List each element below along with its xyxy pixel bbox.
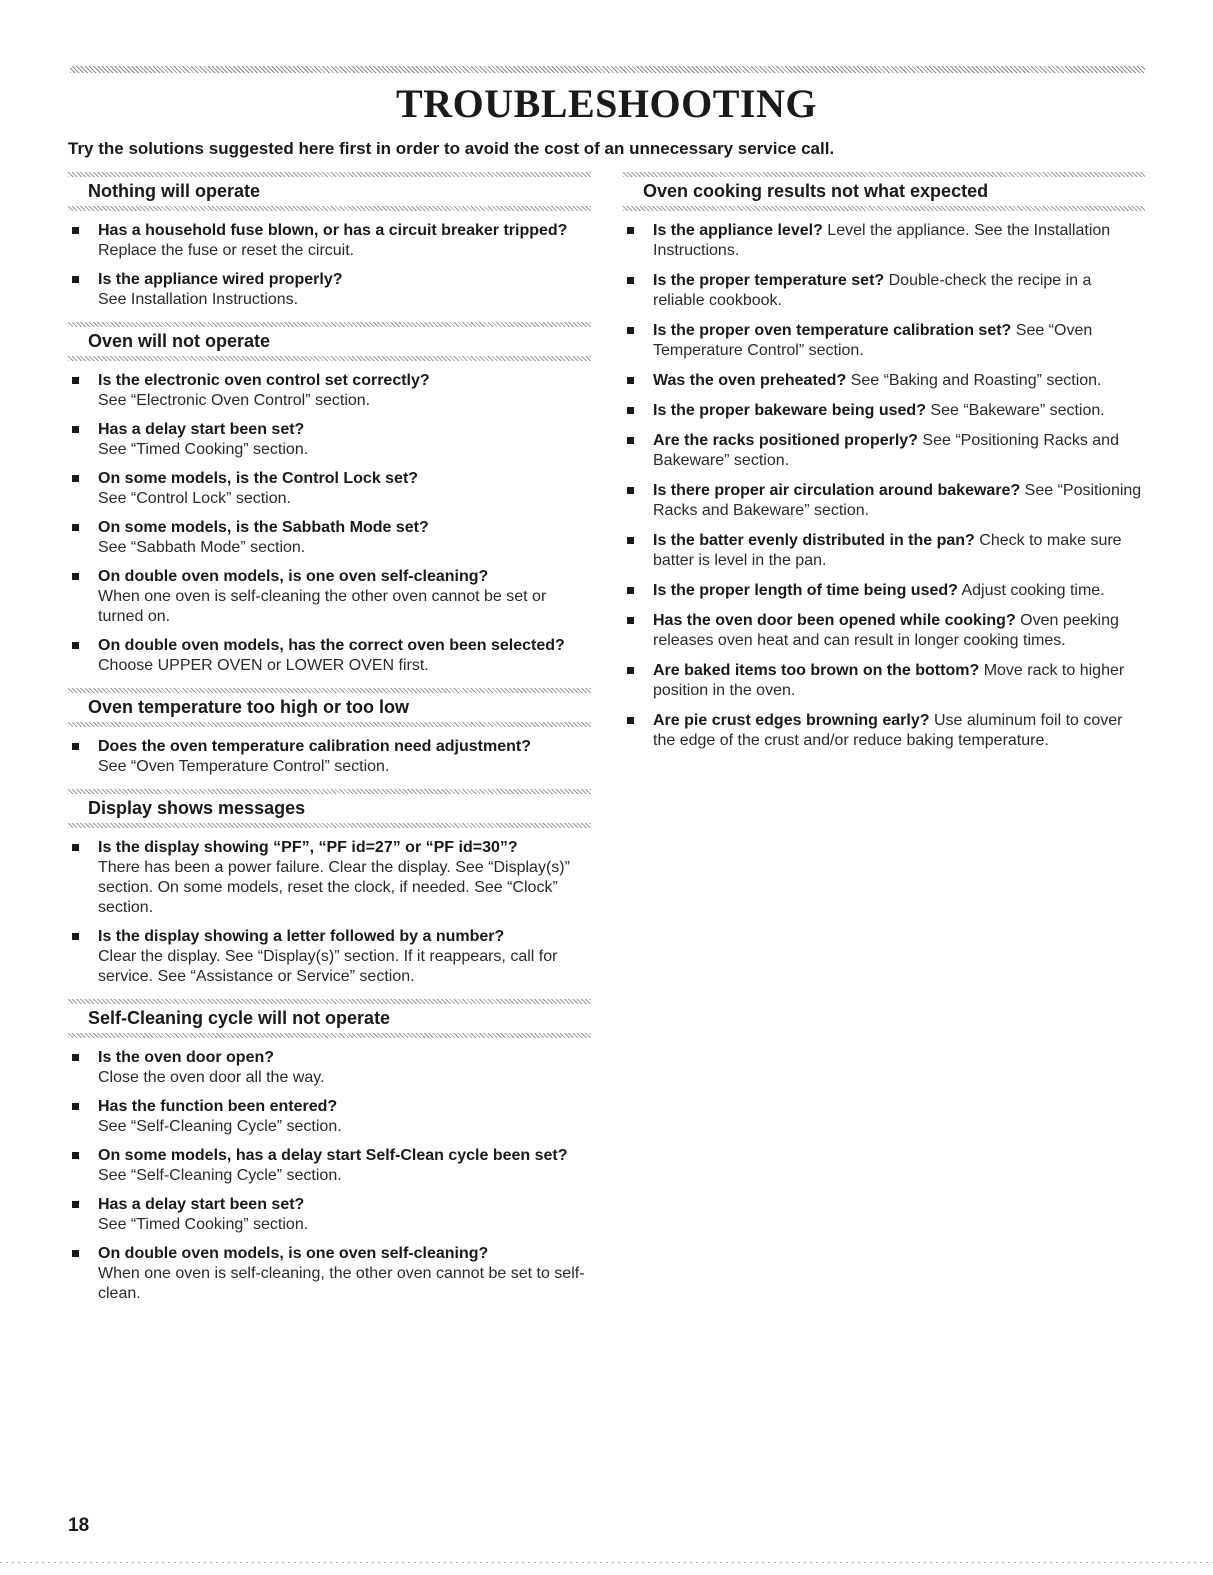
square-bullet-icon [627, 377, 634, 384]
section-heading: Display shows messages [68, 787, 591, 828]
question-text: Is the appliance level? [653, 222, 823, 239]
square-bullet-icon [627, 227, 634, 234]
troubleshooting-section [623, 170, 1145, 751]
question-text: Has the function been entered? [98, 1098, 338, 1115]
answer-text: See “Baking and Roasting” section. [850, 372, 1102, 389]
list-item [623, 371, 1145, 391]
square-bullet-icon [627, 717, 634, 724]
section-heading: Oven cooking results not what expected [623, 170, 1145, 211]
question-text: On some models, has a delay start Self-Clean cycle been set? [98, 1147, 568, 1164]
answer-text: See “Control Lock” section. [98, 490, 291, 507]
page-title: TROUBLESHOOTING [396, 81, 817, 126]
question-list [68, 828, 591, 987]
answer-text: See “Timed Cooking” section. [98, 1216, 309, 1233]
question-text: Has a delay start been set? [98, 1196, 305, 1213]
troubleshooting-section [68, 320, 591, 676]
square-bullet-icon [72, 1054, 79, 1061]
square-bullet-icon [72, 1250, 79, 1257]
list-item [623, 321, 1145, 361]
question-text: Is the proper length of time being used? [653, 582, 958, 599]
top-decorative-rule [70, 66, 1145, 73]
intro-text: Try the solutions suggested here first in order to avoid the cost of an unnecessary service call. [68, 139, 835, 158]
square-bullet-icon [72, 227, 79, 234]
question-text: Is the display showing a letter followed by a number? [98, 928, 505, 945]
square-bullet-icon [72, 1201, 79, 1208]
section-heading: Oven will not operate [68, 320, 591, 361]
answer-text: Close the oven door all the way. [98, 1069, 325, 1086]
list-item [623, 271, 1145, 311]
question-text: Is the proper oven temperature calibration set? [653, 322, 1012, 339]
square-bullet-icon [72, 642, 79, 649]
list-item [68, 420, 591, 460]
list-item [623, 221, 1145, 261]
list-item [68, 518, 591, 558]
square-bullet-icon [72, 573, 79, 580]
list-item [68, 927, 591, 987]
troubleshooting-section [68, 170, 591, 310]
square-bullet-icon [627, 277, 634, 284]
answer-text: Use aluminum foil to cover the edge of the crust and/or reduce baking temperature. [653, 712, 1123, 749]
answer-text: See “Self-Cleaning Cycle” section. [98, 1167, 342, 1184]
list-item [623, 401, 1145, 421]
question-list [68, 727, 591, 777]
list-item [68, 737, 591, 777]
question-text: Is the batter evenly distributed in the pan? [653, 532, 975, 549]
list-item [623, 611, 1145, 651]
list-item [623, 431, 1145, 471]
answer-text: Replace the fuse or reset the circuit. [98, 242, 355, 259]
question-text: Has a delay start been set? [98, 421, 305, 438]
list-item [623, 711, 1145, 751]
square-bullet-icon [627, 407, 634, 414]
list-item [68, 221, 591, 261]
question-text: On double oven models, has the correct oven been selected? [98, 637, 565, 654]
question-text: Are pie crust edges browning early? [653, 712, 930, 729]
answer-text: Adjust cooking time. [961, 582, 1105, 599]
list-item [68, 1048, 591, 1088]
square-bullet-icon [627, 667, 634, 674]
list-item [68, 567, 591, 627]
answer-text: See “Positioning Racks and Bakeware” section. [653, 482, 1142, 519]
list-item [623, 531, 1145, 571]
square-bullet-icon [72, 743, 79, 750]
question-text: Is there proper air circulation around bakeware? [653, 482, 1021, 499]
question-list [68, 211, 591, 310]
answer-text: See “Timed Cooking” section. [98, 441, 309, 458]
square-bullet-icon [72, 276, 79, 283]
answer-text: When one oven is self-cleaning the other oven cannot be set or turned on. [98, 588, 547, 625]
question-text: On some models, is the Control Lock set? [98, 470, 419, 487]
square-bullet-icon [72, 475, 79, 482]
answer-text: See “Positioning Racks and Bakeware” section. [653, 432, 1119, 469]
section-heading: Nothing will operate [68, 170, 591, 211]
square-bullet-icon [72, 1152, 79, 1159]
answer-text: See “Electronic Oven Control” section. [98, 392, 371, 409]
question-text: Is the proper temperature set? [653, 272, 885, 289]
troubleshooting-section [68, 787, 591, 987]
answer-text: See “Oven Temperature Control” section. [98, 758, 390, 775]
answer-text: Check to make sure batter is level in the pan. [653, 532, 1122, 569]
square-bullet-icon [72, 933, 79, 940]
list-item [68, 636, 591, 676]
square-bullet-icon [627, 587, 634, 594]
square-bullet-icon [72, 1103, 79, 1110]
list-item [623, 581, 1145, 601]
answer-text: Oven peeking releases oven heat and can result in longer cooking times. [653, 612, 1119, 649]
question-text: On double oven models, is one oven self-cleaning? [98, 1245, 489, 1262]
left-column [68, 170, 591, 1314]
bottom-decorative-rule [0, 1562, 1213, 1563]
question-text: Is the electronic oven control set correctly? [98, 372, 430, 389]
square-bullet-icon [627, 537, 634, 544]
answer-text: See “Self-Cleaning Cycle” section. [98, 1118, 342, 1135]
square-bullet-icon [72, 377, 79, 384]
question-text: Is the oven door open? [98, 1049, 275, 1066]
list-item [68, 1195, 591, 1235]
question-list [68, 361, 591, 676]
square-bullet-icon [72, 524, 79, 531]
square-bullet-icon [627, 617, 634, 624]
list-item [68, 1097, 591, 1137]
question-text: Is the proper bakeware being used? [653, 402, 926, 419]
answer-text: Clear the display. See “Display(s)” section. If it reappears, call for service. See “Assistance or Service” section. [98, 948, 558, 985]
page-number: 18 [68, 1515, 90, 1536]
question-text: Is the display showing “PF”, “PF id=27” or “PF id=30”? [98, 839, 518, 856]
list-item [623, 481, 1145, 521]
answer-text: There has been a power failure. Clear the display. See “Display(s)” section. On some models, reset the clock, if needed. See “Clock” section. [98, 859, 570, 916]
question-text: On double oven models, is one oven self-cleaning? [98, 568, 489, 585]
square-bullet-icon [72, 844, 79, 851]
section-heading: Oven temperature too high or too low [68, 686, 591, 727]
question-text: Are the racks positioned properly? [653, 432, 918, 449]
square-bullet-icon [627, 437, 634, 444]
answer-text: Level the appliance. See the Installation Instructions. [653, 222, 1111, 259]
square-bullet-icon [627, 327, 634, 334]
answer-text: See “Oven Temperature Control” section. [653, 322, 1093, 359]
question-text: Has the oven door been opened while cooking? [653, 612, 1016, 629]
right-column [623, 170, 1145, 761]
list-item [68, 270, 591, 310]
square-bullet-icon [627, 487, 634, 494]
answer-text: Choose UPPER OVEN or LOWER OVEN first. [98, 657, 429, 674]
list-item [623, 661, 1145, 701]
troubleshooting-section [68, 686, 591, 777]
section-heading: Self-Cleaning cycle will not operate [68, 997, 591, 1038]
troubleshooting-section [68, 997, 591, 1304]
question-text: On some models, is the Sabbath Mode set? [98, 519, 429, 536]
question-text: Does the oven temperature calibration need adjustment? [98, 738, 531, 755]
list-item [68, 469, 591, 509]
question-list [623, 211, 1145, 751]
question-text: Has a household fuse blown, or has a circuit breaker tripped? [98, 222, 568, 239]
list-item [68, 1146, 591, 1186]
question-text: Was the oven preheated? [653, 372, 847, 389]
answer-text: See “Sabbath Mode” section. [98, 539, 306, 556]
question-list [68, 1038, 591, 1304]
question-text: Is the appliance wired properly? [98, 271, 343, 288]
answer-text: When one oven is self-cleaning, the other oven cannot be set to self-clean. [98, 1265, 585, 1302]
answer-text: Move rack to higher position in the oven. [653, 662, 1125, 699]
answer-text: Double-check the recipe in a reliable cookbook. [653, 272, 1092, 309]
answer-text: See Installation Instructions. [98, 291, 299, 308]
question-text: Are baked items too brown on the bottom? [653, 662, 980, 679]
list-item [68, 838, 591, 918]
list-item [68, 371, 591, 411]
square-bullet-icon [72, 426, 79, 433]
answer-text: See “Bakeware” section. [930, 402, 1105, 419]
list-item [68, 1244, 591, 1304]
